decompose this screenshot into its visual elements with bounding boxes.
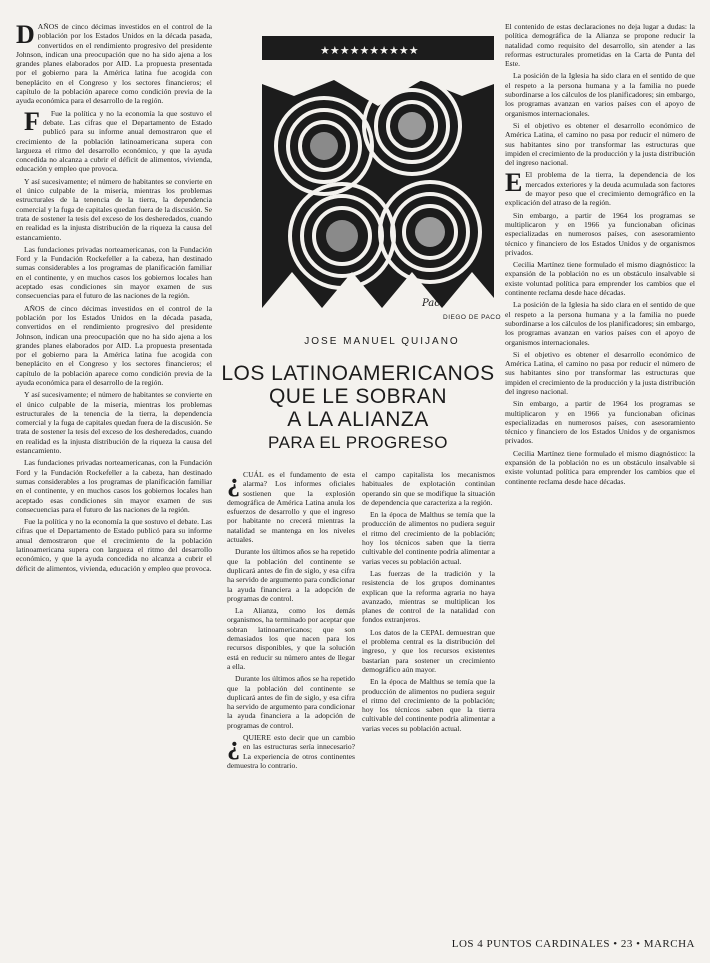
paragraph: Fue la política y no la economía la que sostuvo el debate. Las cifras que el Departamento de Estado publicó para su informe anual demostraron que el crecimiento de la población latinoamericana supera con largueza el ritmo del desarrollo económico, y que la ayuda concedida no alcanza a cubrir el déficit de alimentos, vivienda, educación y empleo que provoca. bbox=[16, 517, 212, 573]
paragraph: La posición de la Iglesia ha sido clara en el sentido de que el respeto a la persona humana y a la familia no puede subordinarse a los cálculos de los planificadores; sin embargo, los programas avanzan en varios países con el apoyo de organismos internacionales. bbox=[505, 300, 695, 347]
paragraph: Las fundaciones privadas norteamericanas, con la Fundación Ford y la Fundación Rockefeller a la cabeza, han destinado sumas considerables a los programas de planificación familiar en el continente, y en muchos casos los gobiernos locales han aceptado esas condiciones sin mayor examen de sus consecuencias para el futuro de las naciones de la región. bbox=[16, 244, 212, 301]
headline-line: A LA ALIANZA bbox=[287, 408, 429, 431]
paragraph-text: Fue la política y no la economía la que sostuvo el debate. Las cifras que el Departamento de Estado publicó para su informe anual demostraron que el crecimiento de la población latinoamericana supera con largueza el ritmo del desarrollo económico, y que la ayuda concedida no alcanza a cubrir el déficit de alimentos, vivienda, educación y empleo que provoca. bbox=[16, 108, 212, 174]
paragraph-text: CUÁL es el fundamento de esta alarma? Los informes oficiales sostienen que la explosión demográfica de América Latina anula los esfuerzos de desarrollo y que el ingreso por habitante no crecerá mientras la natalidad se mantenga en los niveles actuales. bbox=[227, 470, 355, 545]
stars-row: ★★★★★★★★★★ bbox=[320, 44, 419, 57]
paragraph: Durante los últimos años se ha repetido que la población del continente se duplicará antes de fin de siglo, y esa cifra ha servido de argumento para condicionar la ayuda financiera a la adopción de programas de control. bbox=[227, 547, 355, 603]
paragraph: Las fundaciones privadas norteamericanas, con la Fundación Ford y la Fundación Rockefeller a la cabeza, han destinado sumas considerables a los programas de planificación familiar en el continente, y en muchos casos los gobiernos locales han aceptado esas condiciones sin mayor examen de sus consecuencias para el futuro de las naciones de la región. bbox=[16, 458, 212, 514]
right-text-column bbox=[505, 22, 695, 912]
paragraph bbox=[227, 733, 355, 770]
headline-line: PARA EL PROGRESO bbox=[268, 433, 448, 452]
paragraph: Sin embargo, a partir de 1964 los programas se multiplicaron y en 1966 ya funcionaban oficinas especializadas en numerosos países, con asesoramiento técnico y financiero de los Estados Unidos y de organismos privados. bbox=[505, 399, 695, 446]
paragraph: Y así sucesivamente; el número de habitantes se convierte en el único culpable de la miseria, mientras los problemas estructurales de la tenencia de la tierra, la dependencia comercial y la fuga de capitales quedan fuera de la discusión. Se trata de sostener la tesis del exceso de los desheredados, cuando en realidad es la injusta distribución de la riqueza la causa del estancamiento. bbox=[16, 176, 212, 242]
paragraph bbox=[505, 170, 695, 207]
paragraph: Los datos de la CEPAL demuestran que el problema central es la distribución del ingreso, y que los recursos existentes bastarían para sostener un crecimiento demográfico aún mayor. bbox=[362, 627, 495, 674]
artist-signature: Paco bbox=[422, 298, 446, 309]
article-headline bbox=[218, 362, 498, 454]
paragraph: En la época de Malthus se temía que la producción de alimentos no pudiera seguir el ritmo del crecimiento de la población; hoy los técnicos saben que la tierra cultivable del continente podría alimentar a varias veces su población actual. bbox=[362, 510, 495, 566]
paragraph-text: AÑOS de cinco décimas investidos en el control de la población por los Estados Unidos en la década pasada, convertidos en el rendimiento progresivo del presidente Johnson, indican una preocupación que no ha sido ajena a los grandes planes elaborados por AID. La propuesta presentada por el gobierno para la América latina fue acogida con beneplácito en el Congreso y los sectores financieros; el capítulo de la población aparece como condición previa de la ayuda económica para el desarrollo de la región. bbox=[16, 22, 212, 106]
paragraph: La posición de la Iglesia ha sido clara en el sentido de que el respeto a la persona humana y a la familia no puede subordinarse a los cálculos de los planificadores; sin embargo, los programas avanzan en varios países con el apoyo de organismos internacionales. bbox=[505, 71, 695, 118]
concentric-circles-artwork bbox=[262, 36, 494, 308]
paragraph: Las fuerzas de la tradición y la resistencia de los grupos dominantes explican que la reforma agraria no haya avanzado, mientras se multiplican los planes de control de la natalidad con fondos extranjeros. bbox=[362, 568, 495, 625]
paragraph: AÑOS de cinco décimas investidos en el control de la población por los Estados Unidos en la década pasada, convertidos en el rendimiento progresivo del presidente Johnson, indican una preocupación que no ha sido ajena a los grandes planes elaborados por AID. La propuesta presentada por el gobierno para la América latina fue acogida con beneplácito en el Congreso y los sectores financieros; el capítulo de la población aparece como condición previa de la ayuda económica para el desarrollo de la región. bbox=[16, 303, 212, 387]
paragraph: En la época de Malthus se temía que la producción de alimentos no pudiera seguir el ritmo del crecimiento de la población; hoy los técnicos saben que la tierra cultivable del continente podría alimentar a varias veces su población actual. bbox=[362, 677, 495, 733]
paragraph: el campo capitalista los mecanismos habituales de explotación continúan operando sin que se modifique la situación de dependencia que caracteriza a la región. bbox=[362, 470, 495, 507]
paragraph-text: QUIERE esto decir que un cambio en las estructuras sería innecesario? La experiencia de otros continentes demuestra lo contrario. bbox=[227, 733, 355, 770]
paragraph bbox=[16, 106, 212, 174]
paragraph bbox=[227, 470, 355, 544]
paragraph: Si el objetivo es obtener el desarrollo económico de América Latina, el camino no pasa por reducir el número de sus habitantes sino por transformar las estructuras que impiden el crecimiento de la producción y la justa distribución del ingreso nacional. bbox=[505, 120, 695, 168]
page-footer: LOS 4 PUNTOS CARDINALES • 23 • MARCHA bbox=[451, 938, 695, 950]
paragraph: Y así sucesivamente; el número de habitantes se convierte en el único culpable de la miseria, mientras los problemas estructurales de la tenencia de la tierra, la dependencia comercial y la fuga de capitales quedan fuera de la discusión. Se trata de sostener la tesis del exceso de los desheredados, cuando en realidad es la injusta distribución de la riqueza la causa del estancamiento. bbox=[16, 390, 212, 456]
author-name: JOSE MANUEL QUIJANO bbox=[304, 336, 460, 347]
paragraph: Cecilia Martínez tiene formulado el mismo diagnóstico: la expansión de la población no es un obstáculo insalvable si existe voluntad política para emprender los cambios que el continente reclama desde hace décadas. bbox=[505, 448, 695, 486]
drop-cap: ¿ bbox=[227, 731, 240, 761]
paragraph bbox=[16, 22, 212, 106]
drop-cap: ¿ bbox=[227, 470, 240, 497]
paragraph: La Alianza, como los demás organismos, ha terminado por aceptar que sobran latinoamericanos; que son demasiados los que nacen para los recursos disponibles, y que la solución está en reducir su número antes de llegar a ella. bbox=[227, 606, 355, 671]
headline-line: QUE LE SOBRAN bbox=[268, 385, 448, 408]
illustration-credit: DIEGO DE PACO bbox=[443, 314, 502, 321]
paragraph-text: El problema de la tierra, la dependencia de los mercados exteriores y la deuda acumulada son factores de mayor peso que el crecimiento demográfico en la explicación del atraso de la región. bbox=[505, 170, 695, 208]
left-text-column bbox=[16, 22, 212, 922]
paragraph: Sin embargo, a partir de 1964 los programas se multiplicaron y en 1966 ya funcionaban oficinas especializadas en numerosos países, con asesoramiento técnico y financiero de los Estados Unidos y de organismos privados. bbox=[505, 210, 695, 257]
middle-text-column-1 bbox=[227, 470, 355, 895]
paragraph: Si el objetivo es obtener el desarrollo económico de América Latina, el camino no pasa por reducir el número de sus habitantes sino por transformar las estructuras que impiden el crecimiento de la producción y la justa distribución del ingreso nacional. bbox=[505, 349, 695, 396]
illustration bbox=[262, 36, 494, 308]
paragraph: Cecilia Martínez tiene formulado el mismo diagnóstico: la expansión de la población no es un obstáculo insalvable si existe voluntad política para emprender los cambios que el continente reclama desde hace décadas. bbox=[505, 260, 695, 298]
drop-cap: F bbox=[24, 106, 40, 136]
drop-cap: E bbox=[505, 168, 523, 198]
paragraph: El contenido de estas declaraciones no deja lugar a dudas: la política demográfica de la Alianza se propone reducir la natalidad como requisito del desarrollo, sin atender a las reformas estructurales prometidas en la Carta de Punta del Este. bbox=[505, 22, 695, 69]
headline-line: LOS LATINOAMERICANOS bbox=[221, 362, 495, 385]
drop-cap: D bbox=[16, 22, 35, 49]
middle-text-column-2 bbox=[362, 470, 495, 895]
paragraph: Durante los últimos años se ha repetido que la población del continente se duplicará antes de fin de siglo, y esa cifra ha servido de argumento para condicionar la ayuda financiera a la adopción de programas de control. bbox=[227, 674, 355, 730]
